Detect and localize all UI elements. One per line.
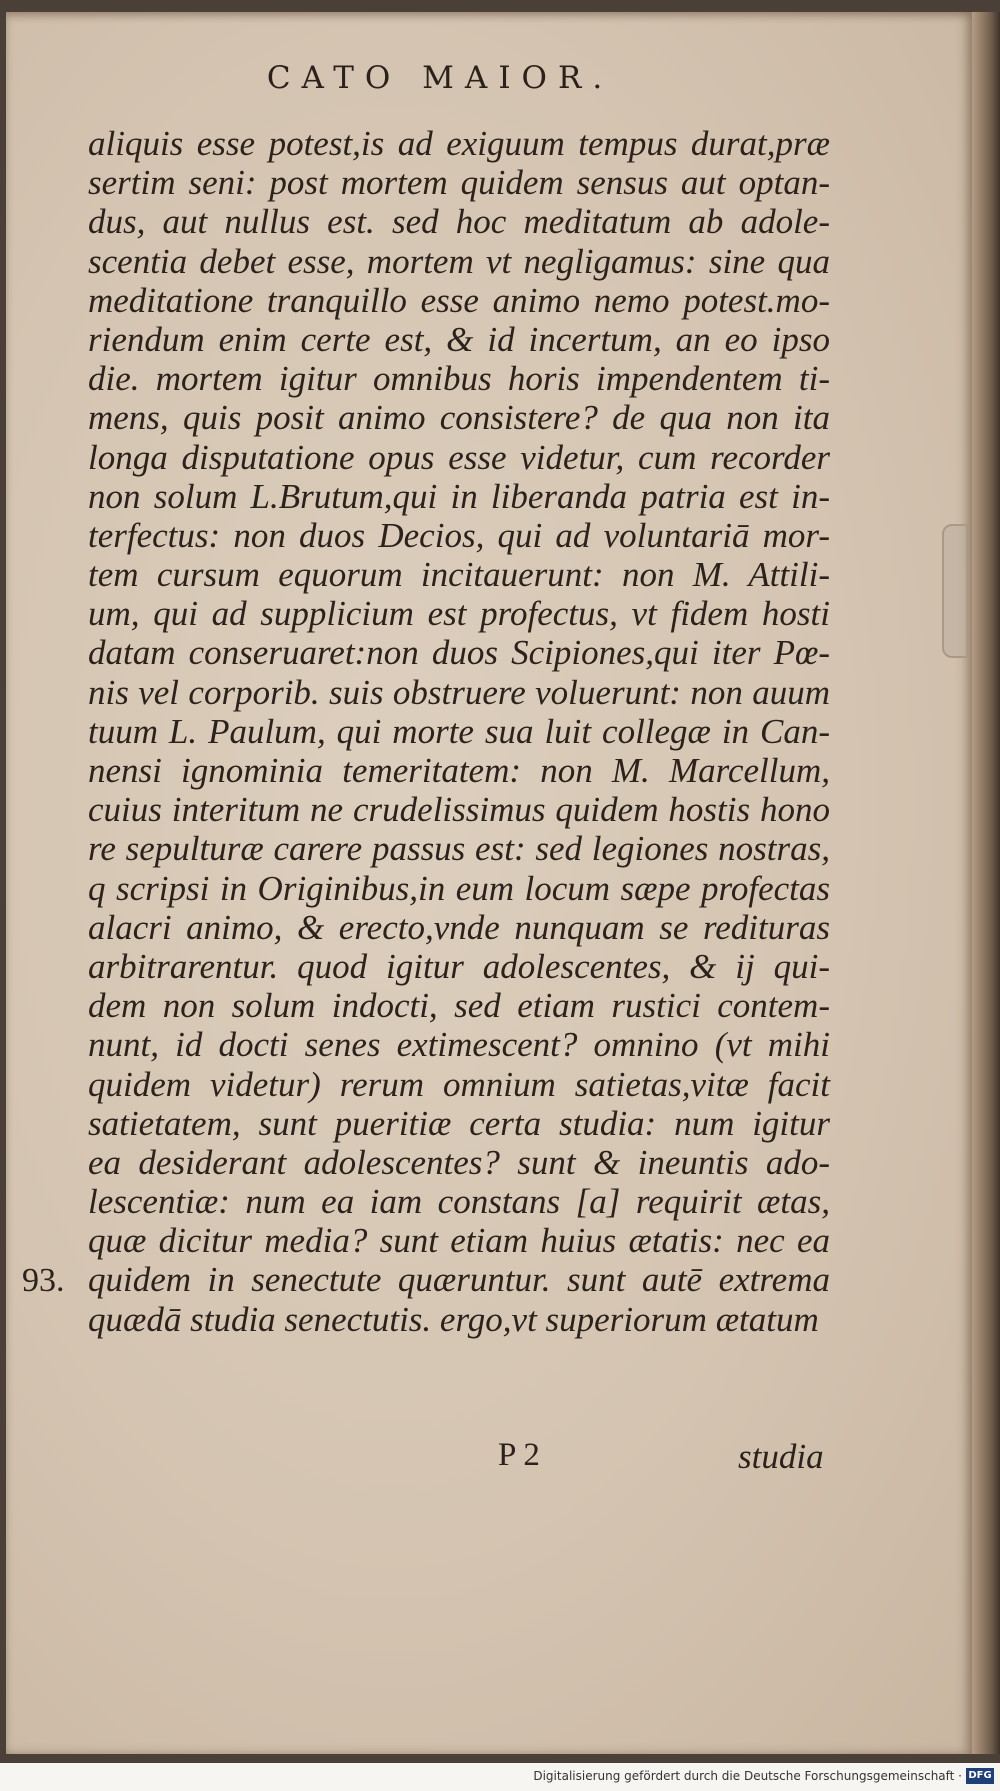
footer-bar [0,1763,1000,1791]
text-line: um, qui ad supplicium est profectus, vt fidem hosti [88,594,830,634]
text-line: riendum enim certe est, & id incertum, an eo ipso [88,319,830,359]
text-line: nensi ignominia temeritatem: non M. Marcellum, [88,751,830,790]
text-line: quidem in senectute quæruntur. sunt autē extrema [88,1260,830,1300]
page-edge [972,12,1000,1754]
dfg-logo-icon: DFG [966,1768,994,1784]
text-line: dem non solum indocti, sed etiam rustici contem- [88,986,830,1026]
text-line: nis vel corporib. suis obstruere voluerunt: non auum [88,672,830,712]
text-line: quædā studia senectutis. ergo,vt superiorum ætatum [88,1299,819,1339]
footer-credit: Digitalisierung gefördert durch die Deutsche Forschungsgemeinschaft · [533,1769,962,1783]
text-line: die. mortem igitur omnibus horis impendentem ti- [88,359,830,399]
text-line: quidem videtur) rerum omnium satietas,vitæ facit [88,1064,830,1104]
body-text [88,124,830,1339]
text-line: datam conseruaret:non duos Scipiones,qui iter Pœ- [88,633,830,673]
text-line: longa disputatione opus esse videtur, cum recorder [88,437,830,477]
text-line: re sepulturæ carere passus est: sed legiones nostras, [88,829,830,869]
text-line: scentia debet esse, mortem vt negligamus: sine qua [88,241,830,281]
text-line: arbitrarentur. quod igitur adolescentes, & ij qui- [88,946,830,986]
text-line: sertim seni: post mortem quidem sensus aut optan- [88,163,830,203]
margin-note: 93. [22,1262,65,1299]
text-line: terfectus: non duos Decios, qui ad voluntariā mor- [88,515,830,555]
text-line: aliquis esse potest,is ad exiguum tempus durat,præ [88,124,830,163]
text-line: non solum L.Brutum,qui in liberanda patria est in- [88,476,830,516]
text-line: meditatione tranquillo esse animo nemo potest.mo- [88,280,830,320]
text-line: quæ dicitur media? sunt etiam huius ætatis: nec ea [88,1221,830,1261]
text-line: ea desiderant adolescentes? sunt & ineuntis ado- [88,1142,830,1182]
running-head: CATO MAIOR. [266,60,614,96]
text-line: dus, aut nullus est. sed hoc meditatum ab adole- [88,202,830,242]
text-line: q scripsi in Originibus,in eum locum sæpe profectas [88,868,830,908]
text-line: tuum L. Paulum, qui morte sua luit collegæ in Can- [88,711,830,751]
signature-mark: P 2 [498,1437,540,1473]
catchword: studia [738,1437,824,1476]
text-line: tem cursum equorum incitauerunt: non M. Attili- [88,555,830,595]
text-line: nunt, id docti senes extimescent? omnino (vt mihi [88,1025,830,1065]
text-line: lescentiæ: num ea iam constans [a] requirit ætas, [88,1182,830,1222]
text-line: cuius interitum ne crudelissimus quidem hostis hono [88,790,830,830]
page-edge-tab [942,524,968,658]
text-line: mens, quis posit animo consistere? de qua non ita [88,398,830,438]
text-line: satietatem, sunt pueritiæ certa studia: num igitur [88,1103,830,1143]
text-line: alacri animo, & erecto,vnde nunquam se redituras [88,907,830,947]
